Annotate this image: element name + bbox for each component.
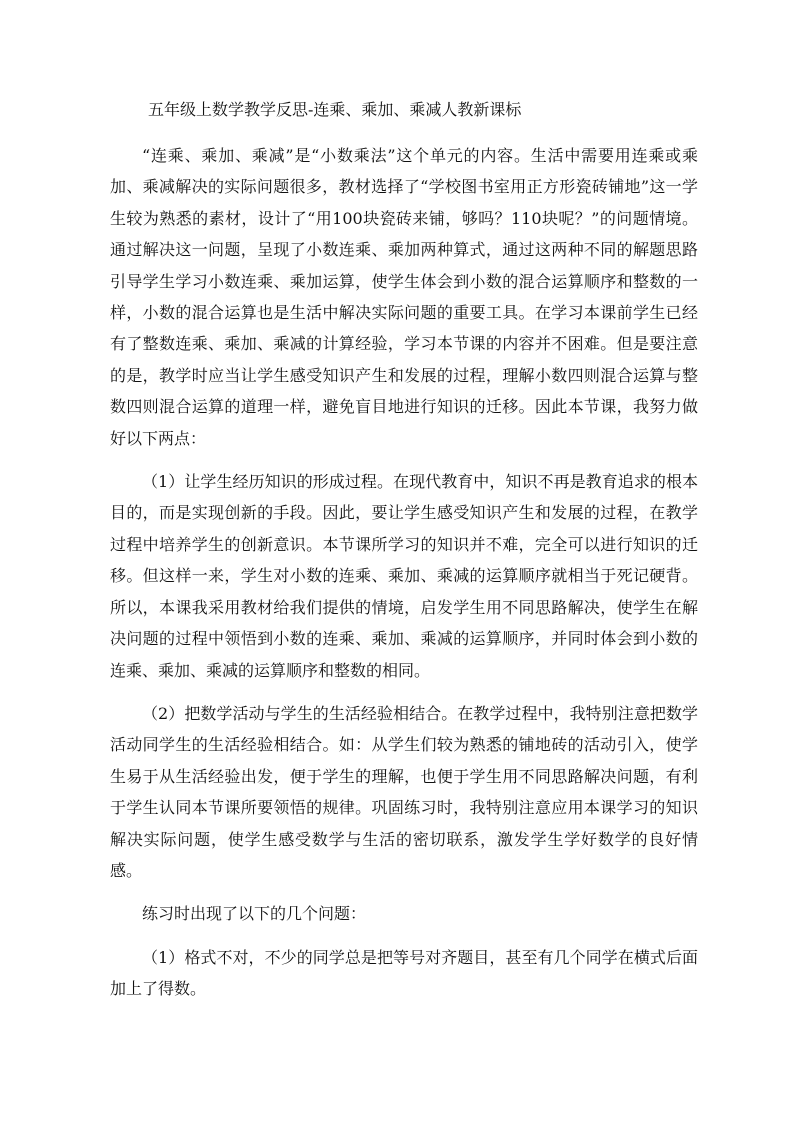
point-one-paragraph: （1）让学生经历知识的形成过程。在现代教育中，知识不再是教育追求的根本目的，而是实现创新的手段。因此，要让学生感受知识产生和发展的过程，在教学过程中培养学生的创新意识。本节课所学习的知识并不难，完全可以进行知识的迁移。但这样一来，学生对小数的连乘、乘加、乘减的运算顺序就相当于死记硬背。所以，本课我采用教材给我们提供的情境，启发学生用不同思路解决，使学生在解决问题的过程中领悟到小数的连乘、乘加、乘减的运算顺序，并同时体会到小数的连乘、乘加、乘减的运算顺序和整数的相同。	[110, 472, 698, 680]
problems-intro-paragraph: 练习时出现了以下的几个问题：	[142, 904, 367, 924]
document-title: 五年级上数学教学反思-连乘、乘加、乘减人教新课标	[148, 100, 522, 119]
point-two-paragraph: （2）把数学活动与学生的生活经验相结合。在教学过程中，我特别注意把数学活动同学生的生活经验相结合。如：从学生们较为熟悉的铺地砖的活动引入，使学生易于从生活经验出发，便于学生的理解，也便于学生用不同思路解决问题，有利于学生认同本节课所要领悟的规律。巩固练习时，我特别注意应用本课学习的知识解决实际问题，使学生感受数学与生活的密切联系，激发学生学好数学的良好情感。	[110, 703, 698, 880]
problem-one-paragraph: （1）格式不对，不少的同学总是把等号对齐题目，甚至有几个同学在横式后面加上了得数。	[110, 947, 698, 999]
intro-paragraph: “连乘、乘加、乘减”是“小数乘法”这个单元的内容。生活中需要用连乘或乘加、乘减解决的实际问题很多，教材选择了“学校图书室用正方形瓷砖铺地”这一学生较为熟悉的素材，设计了“用100块瓷砖来铺，够吗？110块呢？”的问题情境。通过解决这一问题，呈现了小数连乘、乘加两种算式，通过这两种不同的解题思路引导学生学习小数连乘、乘加运算，使学生体会到小数的混合运算顺序和整数的一样，小数的混合运算也是生活中解决实际问题的重要工具。在学习本课前学生已经有了整数连乘、乘加、乘减的计算经验，学习本节课的内容并不困难。但是要注意的是，教学时应当让学生感受知识产生和发展的过程，理解小数四则混合运算与整数四则混合运算的道理一样，避免盲目地进行知识的迁移。因此本节课，我努力做好以下两点：	[110, 146, 698, 448]
